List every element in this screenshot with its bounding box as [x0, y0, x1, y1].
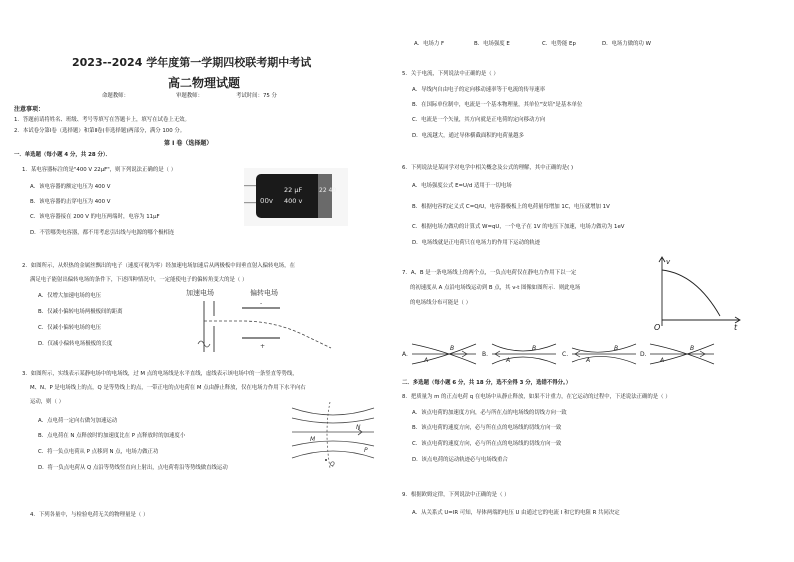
- option-a: A．该点电荷的加速度方向，必与所在点的电场线的切线方向一致: [412, 410, 567, 416]
- svg-text:A: A: [424, 357, 429, 364]
- option-a: A．电场力 F: [414, 41, 445, 47]
- field-lines-figure: [290, 402, 376, 470]
- option-b: B．仅减小偏转电场两极板间的距离: [38, 309, 123, 315]
- capacitor-right-text: 22 40: [319, 187, 337, 194]
- deflect-field-label: 偏转电场: [250, 289, 278, 297]
- option-a: A．点电荷一定向右做匀加速运动: [38, 418, 118, 424]
- point-q-label: Q: [330, 461, 335, 468]
- point-n-label: N: [356, 424, 361, 431]
- option-d: D．将一负点电荷从 Q 点沿等势线竖直向上射出，点电荷将沿等势线做直线运动: [38, 465, 228, 471]
- section-title: 一．单选题（每小题 4 分，共 28 分）．: [14, 152, 111, 158]
- option-b: B．电场强度 E: [474, 41, 510, 47]
- option-a: A．该电容器的额定电压为 400 V: [30, 184, 111, 190]
- field-option-d: [640, 340, 716, 368]
- choice-b-label: B.: [482, 351, 489, 358]
- question-stem: 6．下列说法是某同学对电学中相关概念及公式的理解，其中正确的是( ): [402, 165, 574, 171]
- question-stem: 8．把质量为 m 的正点电荷 q 在电场中从静止释放，如果不计重力，在它运动的过程中，下述说法正确的是（ ）: [402, 394, 671, 400]
- duration-label: 考试时间：75 分: [236, 93, 277, 99]
- notice-item: 1．答题前请将姓名、班级、考号等填写在答题卡上，填写在试卷上无效。: [14, 117, 190, 123]
- svg-text:+: +: [260, 343, 266, 350]
- option-d: D．电流越大，通过导体横截面积的电荷量越多: [412, 133, 524, 139]
- question-stem: 5．关于电流，下列说法中正确的是（ ）: [402, 71, 499, 77]
- point-m-label: M: [310, 436, 316, 443]
- question-stem: 7．A、B 是一条电场线上的两个点，一负点电荷仅在静电力作用下以一定: [402, 270, 577, 276]
- field-option-c: [562, 340, 638, 368]
- notice-item: 2．本试卷分第Ⅰ卷（选择题）和第Ⅱ卷(非选择题)两部分，满分 100 分。: [14, 128, 186, 134]
- svg-text:A: A: [586, 357, 591, 364]
- svg-text:B: B: [614, 345, 619, 352]
- option-d: D．仅减小偏转电场极板的长度: [38, 341, 113, 347]
- option-a: A．电场强度公式 E=U/d 适用于一切电场: [412, 183, 512, 189]
- option-b: B．在国际单位制中，电流是一个基本物理量，其单位"安培"是基本单位: [412, 102, 583, 108]
- question-stem: 的电场线分布可能是（ ）: [410, 300, 472, 306]
- field-option-a: [402, 340, 478, 368]
- question-stem: 满足电子能射出偏转电场的条件下，下述四种情况中，一定能使电子的偏转角变大的是（ ）: [30, 277, 248, 283]
- option-d: D．不管哪类电容器，都不用考虑引出线与电源的哪个极相连: [30, 230, 175, 236]
- capacitor-left-text: 00v: [260, 197, 274, 205]
- exam-title: 2023--2024 学年度第一学期四校联考期中考试: [72, 56, 312, 69]
- svg-text:B: B: [532, 345, 537, 352]
- question-stem: M、N、P 是电场线上的点，Q 是等势线上的点，一带正电的点电荷在 M 点由静止释放，仅在电场力作用下水平向右: [30, 385, 306, 391]
- notice-title: 注意事项：: [14, 106, 45, 113]
- capacitor-voltage-text: 400 v: [284, 197, 303, 205]
- field-option-b: [482, 340, 558, 368]
- electron-deflection-figure: [176, 286, 336, 358]
- option-c: C．该电容器接在 200 V 的电压两端时，电容为 11μF: [30, 214, 160, 220]
- question-stem: 运动，则（ ）: [30, 399, 65, 405]
- option-a: A．仅增大加速电场的电压: [38, 293, 101, 299]
- choice-d-label: D.: [640, 351, 647, 358]
- option-a: A．从关系式 U=IR 可知，导体两端的电压 U 由通过它的电流 I 和它的电阻 R 共同决定: [412, 510, 620, 516]
- setter-label: 命题教师：: [102, 93, 129, 99]
- option-b: B．该电容器的击穿电压为 400 V: [30, 199, 111, 205]
- option-c: C．电流是一个矢量，其方向就是正电荷的定向移动方向: [412, 117, 546, 123]
- svg-text:A: A: [660, 357, 665, 364]
- option-c: C．电势能 Ep: [542, 41, 576, 47]
- velocity-time-graph: [652, 256, 744, 332]
- svg-text:-: -: [260, 300, 263, 307]
- point-p-label: P: [364, 447, 368, 454]
- question-stem: 1．某电容器标注的是"400 V 22μF"，则下列说法正确的是（ ）: [22, 167, 177, 173]
- option-d: D．电场线就是正电荷只在电场力的作用下运动的轨迹: [412, 240, 541, 246]
- capacitor-capacitance-text: 22 μF: [284, 186, 303, 194]
- origin-label: O: [654, 323, 661, 332]
- question-stem: 2．如图所示，从炽热的金属丝飘出的电子（速度可视为零）经加速电场加速后从两极板中间垂直射入偏转电场，在: [22, 263, 295, 269]
- svg-text:B: B: [690, 345, 695, 352]
- svg-text:B: B: [450, 345, 455, 352]
- option-c: C．仅减小偏转电场的电压: [38, 325, 102, 331]
- option-b: B．该点电荷的速度方向，必与所在点的电场线的切线方向一致: [412, 425, 562, 431]
- section-title: 二．多选题（每小题 6 分，共 18 分，选不全得 3 分，选错不得分。）: [402, 380, 572, 386]
- option-d: D．电场力做的功 W: [602, 41, 651, 47]
- option-b: B．根据电容的定义式 C=Q/U，电容器极板上的电荷量每增加 1C，电压就增加 1V: [412, 204, 610, 210]
- option-c: C．该点电荷的速度方向，必与所在点的电场线的切线方向一致: [412, 441, 562, 447]
- choice-a-label: A.: [402, 351, 408, 358]
- part1-title: 第 Ⅰ 卷（选择题）: [164, 140, 213, 147]
- question-stem: 9．根据欧姆定律，下列说法中正确的是（ ）: [402, 492, 510, 498]
- option-b: B．点电荷在 N 点释放时的加速度比在 P 点释放时的加速度小: [38, 433, 186, 439]
- option-d: D．该点电荷的运动轨迹必与电场线重合: [412, 457, 508, 463]
- question-stem: 的初速度从 A 点沿电场线运动到 B 点，其 v-t 图像如图所示．则此电场: [410, 285, 581, 291]
- question-stem: 4．下列各量中，与检验电荷无关的物理量是（ ）: [30, 512, 149, 518]
- svg-text:A: A: [506, 357, 511, 364]
- exam-subject: 高二物理试题: [168, 76, 241, 90]
- axis-t-label: t: [734, 323, 738, 332]
- accel-field-label: 加速电场: [186, 289, 214, 297]
- option-c: C．将一负点电荷从 P 点移到 N 点，电场力做正功: [38, 449, 159, 455]
- axis-v-label: v: [666, 258, 671, 266]
- choice-c-label: C.: [562, 351, 569, 358]
- option-a: A．导线内自由电子的定向移动速率等于电流的传导速率: [412, 87, 546, 93]
- option-c: C．根据电场力做功的计算式 W=qU，一个电子在 1V 的电压下加速，电场力做功为 1eV: [412, 224, 625, 230]
- reviewer-label: 审题教师：: [176, 93, 203, 99]
- capacitor-photo: [244, 168, 348, 226]
- question-stem: 3．如图所示，实线表示某静电场中的电场线，过 M 点的电场线是水平直线，虚线表示该电场中的一条竖直等势线，: [22, 371, 298, 377]
